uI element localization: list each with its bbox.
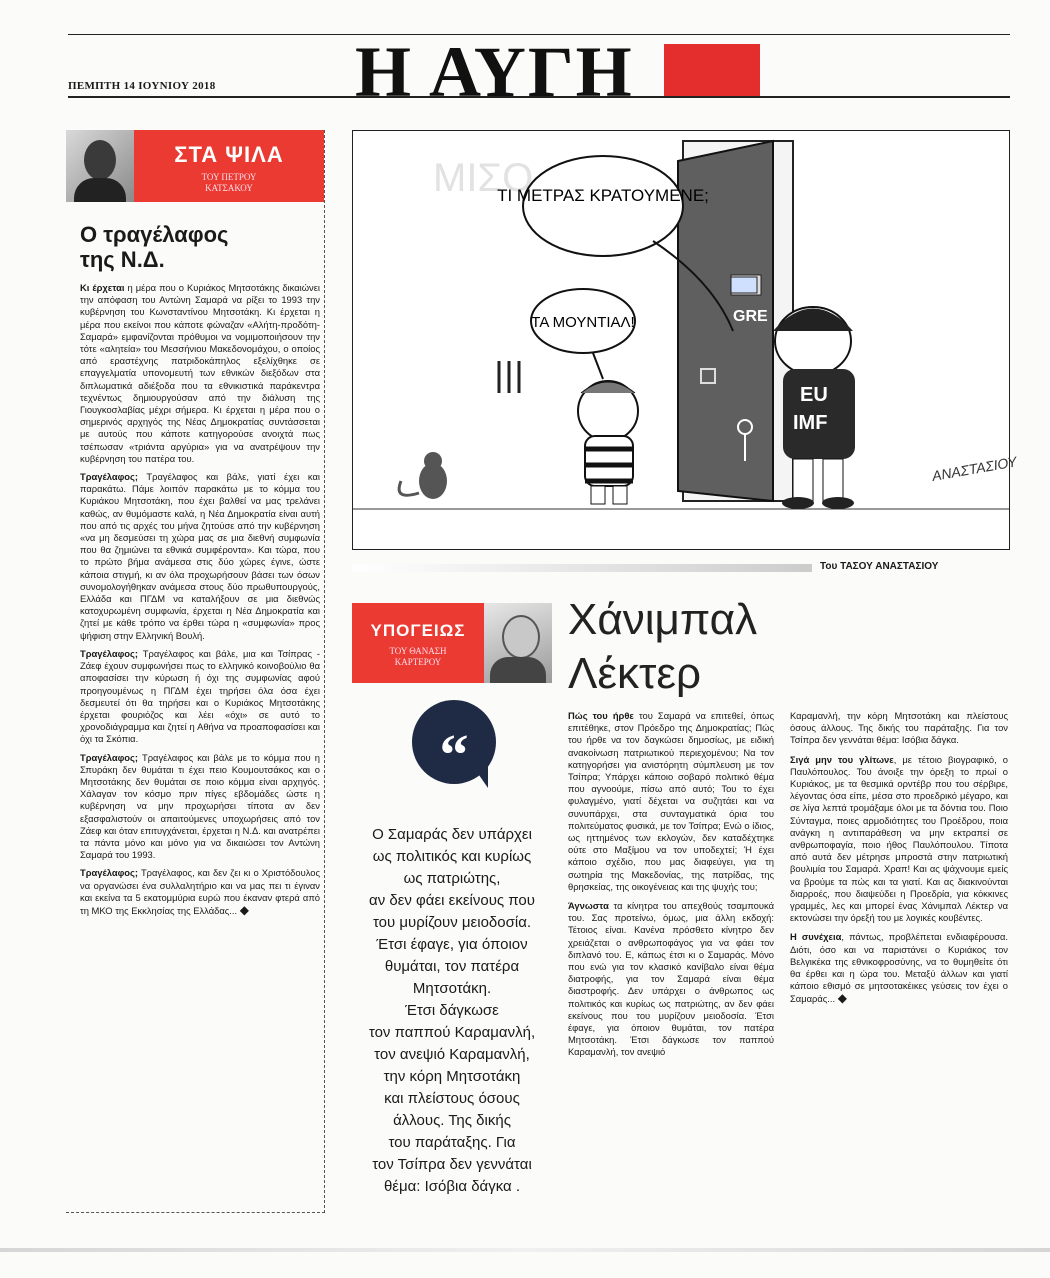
end-mark-icon: ◆ [837, 991, 847, 1006]
paragraph [790, 931, 1008, 1005]
paragraph [568, 710, 774, 893]
paragraph-text: Καραμανλή, την κόρη Μητσοτάκη και πλείστους όσους άλλους. Της δικής του παράταξης. Για τον Τσίπρα δεν γεννάται θέμα: Ισόβια δάγκα. [790, 710, 1008, 746]
paragraph-text: του Σαμαρά να επιτεθεί, όπως επιτέθηκε, στον Πρόεδρο της Δημοκρατίας; Πώς του ήρθε να τον δαγκώσει δημοσίως, με ειδική ανακοίνωση πατριωτικού περιεχομένου; Να τον κατηγορήσει για ανιστόρητη σύμπλευση με τον Τσίπρα; Υπάρχει κάποιο σοβαρό πολιτικό θέμα που αγνοούμε, πίσω από αυτό; Του το έχει φυλαγμένο, γιατί δέχεται να συζητάει και να συνυπάρχει, στα συνταγματικά όρια του πολιτεύματος φυσικά, με τον Τσίπρα; Ενώ ο ίδιος, ως ηττημένος των εκλογών, δεν καταδέχτηκε ούτε στο Μαξίμου να τον υποδεχτεί; Ή έχει κάποιο σχέδιο, που μας διαφεύγει, για τη σωτηρία της Μακεδονίας, της πατρίδας, της θρησκείας, της οικογένειας και της ψυχής του; [568, 710, 774, 892]
credit-bar [352, 564, 812, 572]
paragraph-lead: Άγνωστα [568, 900, 609, 912]
cartoon-credit: Του ΤΑΣΟΥ ΑΝΑΣΤΑΣΙΟΥ [820, 561, 939, 572]
paragraph-lead: Κι έρχεται [80, 282, 125, 293]
paragraph [568, 900, 774, 1059]
author-line-2: ΚΑΤΣΑΚΟΥ [205, 183, 253, 193]
article-body [80, 282, 320, 923]
paragraph-text: , με τέτοιο βιογραφικό, ο Παυλόπουλος. Του άνοιξε την όρεξη το πρωί ο Κυριάκος, με τα θεσμικά ορντέβρ που του σέρβιρε, λέγοντας όσα είπε, μέσα στο προεδρικό μέγαρο, και σε λίγα λεπτά τρομάξαμε όλοι με τα δόντια του. Ποιο Σύνταγμα, ποιες αρμοδιότητες του Προέδρου, ποια ανάγκη η αντιπαράθεση να μην εκτραπεί σε ανθρωποφαγία, ποιο ήθος Παυλόπουλου. Τίποτα από αυτά δεν μέτρησε μπροστά στην πατριωτική βουλιμία του Σαμαρά. Χραπ! Και ας ψάχνουμε εμείς να βρούμε τα πώς και τα γιατί. Και ας διακινούνται διαρροές, που διαψεύδει η Προεδρία, για κόκκινες γραμμές, λες και μπορεί ένας Χάνιμπαλ Λέκτερ να εκτονώσει την όρεξή του με λογικές κουβέντες. [790, 753, 1009, 924]
paragraph-text: Τραγέλαφος και βάλε, μια και Τσίπρας - Ζάεφ έχουν συμφωνήσει πως το ελληνικό κοινοβούλιο θα αποφασίσει την κύρωση ή όχι της συμφωνίας αφού προηγουμένως η ΠΓΔΜ έχει τηρήσει όλα όσα έχει δεσμευτεί ότι θα τηρήσει και ο Κυριάκος Μητσοτάκης έρχεται φουριόζος και λέει «όχι» σε αυτό το χρονοδιάγραμμα και ζητεί η Αθήνα να προαποφασίσει και όχι τα Σκόπια. [80, 647, 320, 745]
shirt-line-2: IMF [793, 412, 828, 434]
column-name: ΣΤΑ ΨΙΛΑ [174, 142, 284, 167]
pull-quote [352, 824, 552, 1198]
pullquote-line: Έτσι δάγκωσε [405, 1002, 499, 1019]
pullquote-line: και πλείστους όσους [384, 1090, 520, 1107]
paragraph-lead: Τραγέλαφος; [80, 471, 139, 483]
paragraph-lead: Πώς του ήρθε [568, 710, 634, 721]
article-title [568, 593, 988, 701]
newspaper-masthead: Η ΑΥΓΗ [355, 32, 634, 112]
author-photo [66, 130, 134, 202]
pullquote-line: τον Τσίπρα δεν γεννάται [372, 1156, 532, 1173]
pullquote-line: Μητσοτάκη. [412, 980, 492, 997]
pullquote-line: τον παππού Καραμανλή, [368, 1024, 536, 1041]
pullquote-line: ως πατριώτης, [403, 870, 501, 887]
author-line-2: ΚΑΡΤΕΡΟΥ [394, 657, 442, 667]
title-line-2: της Ν.Δ. [80, 247, 165, 272]
pullquote-line: τον ανεψιό Καραμανλή, [374, 1046, 530, 1063]
title-line-1: Χάνιμπαλ [568, 595, 758, 644]
article-body-column-a [568, 710, 774, 1066]
pullquote-line: άλλους. Της δικής [393, 1112, 511, 1129]
pullquote-line: του μυρίζουν μειοδοσία. [372, 914, 532, 931]
paragraph [80, 471, 320, 642]
pullquote-line: Ο Σαμαράς δεν υπάρχει [372, 826, 532, 843]
bubble-2-text: ΤΑ ΜΟΥΝΤΙΑΛ! [531, 314, 635, 331]
title-line-2: Λέκτερ [568, 649, 702, 698]
column-ypogeios-header [352, 603, 552, 683]
paragraph-lead: Τραγέλαφος; [80, 751, 139, 763]
page-bottom-edge [0, 1248, 1050, 1252]
pullquote-line: αν δεν φάει εκείνους που [369, 892, 535, 909]
paragraph [790, 754, 1008, 925]
paragraph [790, 710, 1008, 747]
column-author [352, 646, 484, 668]
paragraph-lead: Τραγέλαφος; [80, 647, 139, 659]
column-name: ΥΠΟΓΕΙΩΣ [370, 621, 466, 640]
door-label: GRE [733, 308, 768, 325]
shirt-line-1: EU [800, 384, 828, 406]
cartoon [352, 130, 1019, 550]
paragraph-lead: Τραγέλαφος; [80, 867, 139, 879]
title-line-1: Ο τραγέλαφος [80, 222, 229, 247]
cartoon-signature: ΑΝΑΣΤΑΣΙΟΥ [930, 453, 1019, 484]
quote-icon: “ [412, 700, 496, 784]
column-author [134, 172, 324, 194]
svg-text:ΜΙΣΟ: ΜΙΣΟ [433, 156, 534, 200]
column-sta-psila [66, 130, 325, 1213]
masthead-red-block [664, 44, 760, 96]
cartoon-drawing [353, 131, 1019, 549]
paragraph [80, 752, 320, 862]
author-photo [484, 603, 552, 683]
paragraph-text: η μέρα που ο Κυριάκος Μητσοτάκης δικαιώνει την απόφαση του Αντώνη Σαμαρά να ρίξει το 1993 την κυβέρνηση του Κωνσταντίνου Μητσοτάκη. Κι έρχεται η μέρα που εκείνοι που κάποτε φώναζαν «Αλήτη-προδότη-Σαμαρά» εμφανίζονται πρόθυμοι να νομιμοποιήσουν την τότε «αλητεία» του Μεσσήνιου Μακεδονομάχου, ο οποίος από εραστέχνης πατριδοκάπηλος εξελίχθηκε σε επαγγελματία υπονομευτή των εθνικών διεξόδων στα διπλωματικά αδιέξοδα που τα εθνικιστικά παράκεντρα τεχνέντως δημιουργούσαν από την διάλυση της Γιουγκοσλαβίας μέχρι σήμερα. Κι έρχεται η μέρα που ο σημερινός αρχηγός της Νέας Δημοκρατίας συντάσσεται με αυτούς που κάποτε κατηγορούσε ανοιχτά πως τσέπωσαν «τριάντα αργύρια» για να ανατρέψουν την κυβέρνηση του πατέρα του. [80, 282, 320, 464]
article-body-column-b [790, 710, 1008, 1013]
end-mark-icon: ◆ [239, 902, 249, 917]
paragraph-lead: Η συνέχεια [790, 931, 842, 943]
issue-date: ΠΕΜΠΤΗ 14 ΙΟΥΝΙΟΥ 2018 [68, 80, 216, 92]
pullquote-line: την κόρη Μητσοτάκη [383, 1068, 521, 1085]
paragraph-text: , πάντως, προβλέπεται ενδιαφέρουσα. Διότι, όσο και να παριστάνει ο Κυριάκος τον Βελγικέκα της εθνικοφροσύνης, να το θυμηθείτε ότι θα έρθει και η ώρα του. Μεταξύ άλλων και γιατί κάποιο εθισμό σε μητσοτακέικες γεύσεις τον έχει ο Σαμαράς... [790, 931, 1009, 1005]
column-header [66, 130, 324, 202]
bubble-1-text: ΤΙ ΜΕΤΡΑΣ ΚΡΑΤΟΥΜΕΝΕ; [497, 186, 709, 205]
paragraph-lead: Σιγά μην του γλίτωνε [790, 753, 894, 765]
paragraph [80, 648, 320, 746]
author-line-1: ΤΟΥ ΠΕΤΡΟΥ [201, 172, 257, 182]
pullquote-line: ως πολιτικός και κυρίως [372, 848, 532, 865]
paragraph-text: Τραγέλαφος και βάλε με το κόμμα που η Σπυράκη δεν θυμάται τι έχει πειο Κουμουτσάκος και ο Μητσοτάκης δεν θυμάται σε ποιο κόμμα είναι αρχηγός. Χάλαγαν τον κόσμο πριν πίγες εβδομάδες ώστε η κυβέρνηση να μην προχωρήσει τίποτα αν δεν εξασφαλιστούν οι απαιτούμενες υποχωρήσεις από τον Ζάεφ και όταν επιτυγχάνεται, έρχεται η Ν.Δ. και ανατρέπει τα πάντα μόνο και μόνο για να δικαιώσει τον Αντώνη Σαμαρά του 1993. [80, 751, 320, 861]
pullquote-line: θυμάται, τον πατέρα [384, 958, 520, 975]
paragraph-text: Τραγέλαφος και βάλε, γιατί έχει και παρακάτω. Πάμε λοιπόν παρακάτω με το κόμμα του Κυριάκου Μητσοτάκη, που έχει βαλθεί να μας τρελάνει καθώς, αν θυμόμαστε καλά, η Νέα Δημοκρατία είναι αυτή που από τις αρχές του μήνα ζητούσε από την κυβέρνηση «να μη δεσμεύσει τη χώρα μας σε μια διεθνή συμφωνία που θα ζημιώνει τα εθνικά συμφέροντα». Και τώρα, που το πρώτο βήμα ανάμεσα στις δύο χώρες έγινε, ώστε κάποια στιγμή, κι αν όλα προχωρήσουν βάσει των όσων συνομολογήθηκαν ανάμεσα στους δύο πρωθυπουργούς, Ελλάδα και ΠΓΔΜ να καταλήξουν σε μια διεθνώς κατοχυρωμένη συμφωνία, έρχεται η Νέα Δημοκρατία και ζητεί με κάθε τρόπο να έρθει τώρα η «συμφωνία» προς ψήφιση στην Ελληνική Βουλή. [80, 471, 320, 641]
article-title [80, 222, 320, 272]
paragraph-text: τα κίνητρα του απεχθούς τσαμπουκά του. Σας προτείνω, όμως, μια άλλη εκδοχή: Τέτοιος είναι. Κανένα πρόσθετο κίνητρο δεν χρειάζεται ο ανθρωποφάγος για να φάει τον διπλανό του. Ε, κάπως έτσι κι ο Σαμαράς. Μόνο που ενώ για τον κλασικό κανίβαλο είναι θέμα διατροφής, για τον Σαμαρά είναι θέμα διαστροφής. Δεν υπάρχει ο άνθρωπος ως πολιτικός και κυρίως ως πατριώτης, αν δεν φάει εκείνους που του μυρίζουν μειοδοσία. Έτσι έφαγε, για όποιον θυμάται, τον πατέρα Μητσοτάκη. Έτσι δάγκωσε τον παππού Καραμανλή, τον ανεψιό [568, 900, 774, 1058]
pullquote-line: του παράταξης. Για [388, 1134, 516, 1151]
pullquote-line: Έτσι έφαγε, για όποιον [376, 936, 528, 953]
paragraph [80, 282, 320, 465]
paragraph-text: Τραγέλαφος, και δεν ζει κι ο Χριστόδουλος να οργανώσει ένα συλλαλητήριο και να μας πει τι έγιναν και εκείνα τα 5 εκατομμύρια ευρώ που έκαναν φτερά από τη ΜΚΟ της Εκκλησίας της Ελλάδας... [80, 867, 320, 916]
pullquote-line: θέμα: Ισόβια δάγκα . [383, 1178, 521, 1195]
author-line-1: ΤΟΥ ΘΑΝΑΣΗ [389, 646, 447, 656]
paragraph [80, 867, 320, 917]
